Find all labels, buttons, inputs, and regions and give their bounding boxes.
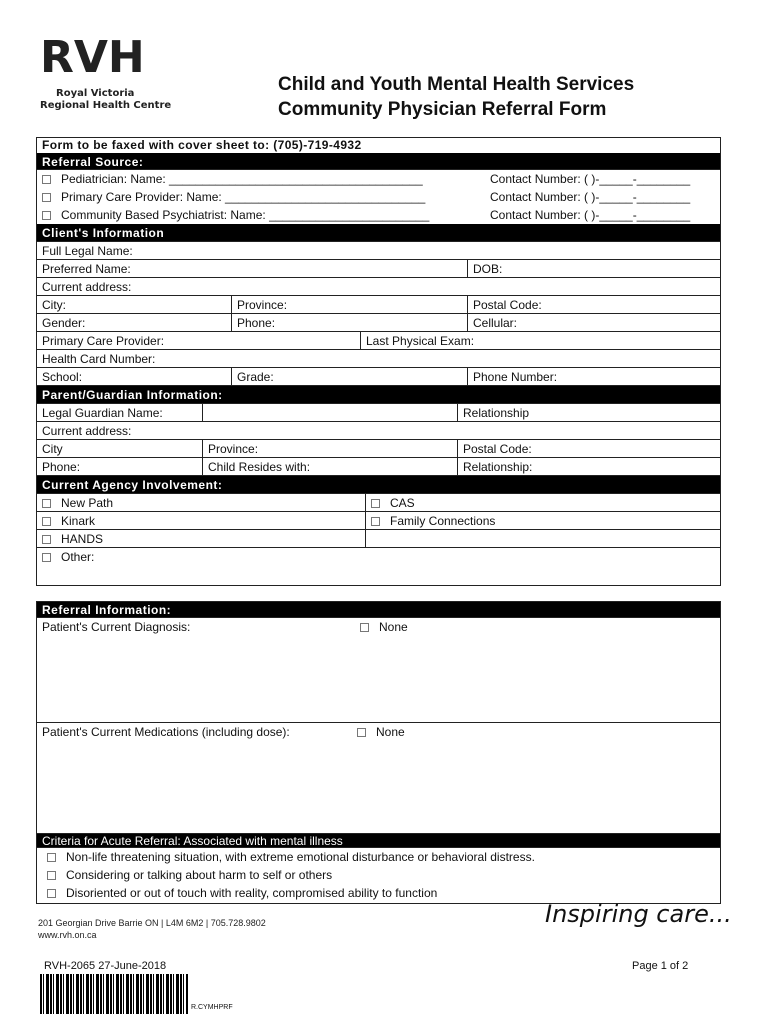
- checkbox-icon[interactable]: [42, 175, 51, 184]
- diagnosis-label: Patient's Current Diagnosis:: [42, 620, 191, 634]
- agency-title: Current Agency Involvement:: [42, 478, 223, 492]
- agency-row-1[interactable]: [37, 494, 720, 512]
- checkbox-icon[interactable]: [42, 193, 51, 202]
- primary-care-row[interactable]: [37, 332, 720, 350]
- diagnosis-box[interactable]: [37, 618, 720, 723]
- referral-info-section: [36, 601, 721, 904]
- checkbox-icon[interactable]: [42, 535, 51, 544]
- guardian-relationship2-field[interactable]: Relationship:: [457, 458, 532, 475]
- footer-website: www.rvh.on.ca: [38, 930, 97, 940]
- guardian-header: [37, 386, 720, 404]
- referral-info-title: Referral Information:: [42, 603, 172, 617]
- logo-line1: Royal Victoria: [56, 88, 135, 99]
- city-row[interactable]: [37, 296, 720, 314]
- primary-care-contact[interactable]: Contact Number: ( )-_____-________: [490, 190, 691, 204]
- checkbox-icon[interactable]: [42, 211, 51, 220]
- agency-other-row[interactable]: [37, 548, 720, 585]
- psychiatrist-contact[interactable]: Contact Number: ( )-_____-________: [490, 208, 691, 222]
- title-line2: Community Physician Referral Form: [278, 99, 607, 120]
- grade-field[interactable]: Grade:: [231, 368, 274, 385]
- logo-line2: Regional Health Centre: [40, 100, 172, 111]
- logo-mark: RVH: [40, 32, 145, 83]
- checkbox-icon[interactable]: [47, 853, 56, 862]
- form-id: RVH-2065 27-June-2018: [44, 960, 167, 972]
- referral-form: [36, 137, 721, 586]
- hands-label: HANDS: [61, 532, 104, 546]
- preferred-name-row[interactable]: [37, 260, 720, 278]
- current-address-field[interactable]: Current address:: [42, 280, 132, 294]
- title-line1: Child and Youth Mental Health Services: [278, 74, 635, 95]
- criteria-title: Criteria for Acute Referral: Associated with mental illness: [42, 834, 343, 848]
- health-card-row[interactable]: [37, 350, 720, 368]
- criteria-header: [37, 834, 720, 848]
- referral-source-pediatrician[interactable]: [37, 170, 720, 188]
- criteria-item-3-label: Disoriented or out of touch with reality, compromised ability to function: [66, 886, 438, 900]
- gender-field[interactable]: Gender:: [42, 316, 86, 330]
- checkbox-icon[interactable]: [357, 728, 366, 737]
- primary-care-label: Primary Care Provider: Name: ______________________________: [61, 190, 426, 204]
- checkbox-icon[interactable]: [360, 623, 369, 632]
- referral-info-header: [37, 602, 720, 618]
- footer-address: 201 Georgian Drive Barrie ON | L4M 6M2 | 705.728.9802: [38, 918, 266, 928]
- agency-row-2[interactable]: [37, 512, 720, 530]
- kinark-label: Kinark: [61, 514, 96, 528]
- barcode-label: R.CYMHPRF: [191, 1004, 233, 1011]
- full-legal-name-row[interactable]: [37, 242, 720, 260]
- guardian-city-row[interactable]: [37, 440, 720, 458]
- guardian-postal-code-field[interactable]: Postal Code:: [457, 440, 532, 457]
- tagline: Inspiring care...: [545, 900, 732, 928]
- criteria-item-1-label: Non-life threatening situation, with extreme emotional disturbance or behavioral distress.: [66, 850, 535, 864]
- cas-label: CAS: [390, 496, 415, 510]
- client-info-header: [37, 224, 720, 242]
- rvh-logo: [40, 32, 180, 112]
- new-path-label: New Path: [61, 496, 114, 510]
- checkbox-icon[interactable]: [371, 517, 380, 526]
- psychiatrist-label: Community Based Psychiatrist: Name: ________________________: [61, 208, 430, 222]
- preferred-name-field[interactable]: Preferred Name:: [42, 262, 131, 276]
- agency-header: [37, 476, 720, 494]
- phone-field[interactable]: Phone:: [231, 314, 275, 331]
- checkbox-icon[interactable]: [42, 553, 51, 562]
- fax-line: Form to be faxed with cover sheet to: (705)-719-4932: [42, 138, 362, 152]
- child-resides-field[interactable]: Child Resides with:: [202, 458, 310, 475]
- family-connections-label: Family Connections: [390, 514, 496, 528]
- checkbox-icon[interactable]: [47, 871, 56, 880]
- guardian-name-input[interactable]: [202, 404, 457, 421]
- city-field[interactable]: City:: [42, 298, 66, 312]
- medications-none-label: None: [376, 725, 405, 739]
- agency-row-3[interactable]: [37, 530, 720, 548]
- province-field[interactable]: Province:: [231, 296, 287, 313]
- other-label: Other:: [61, 550, 95, 564]
- criteria-item-2-label: Considering or talking about harm to self or others: [66, 868, 333, 882]
- gender-row[interactable]: [37, 314, 720, 332]
- pediatrician-contact[interactable]: Contact Number: ( )-_____-________: [490, 172, 691, 186]
- full-legal-name-field[interactable]: Full Legal Name:: [42, 244, 133, 258]
- medications-label: Patient's Current Medications (including dose):: [42, 725, 290, 739]
- agency-empty-cell: [365, 530, 371, 547]
- pediatrician-label: Pediatrician: Name: ______________________________________: [61, 172, 423, 186]
- form-title: [278, 72, 634, 122]
- guardian-phone-field[interactable]: Phone:: [42, 460, 81, 474]
- medications-box[interactable]: [37, 723, 720, 834]
- guardian-relationship-field[interactable]: Relationship: [457, 404, 529, 421]
- referral-source-header: [37, 153, 720, 170]
- diagnosis-none-label: None: [379, 620, 408, 634]
- guardian-address-field[interactable]: Current address:: [42, 424, 132, 438]
- checkbox-icon[interactable]: [42, 499, 51, 508]
- checkbox-icon[interactable]: [42, 517, 51, 526]
- school-row[interactable]: [37, 368, 720, 386]
- criteria-item-2[interactable]: [37, 866, 720, 884]
- criteria-item-1[interactable]: [37, 848, 720, 866]
- guardian-name-label: Legal Guardian Name:: [42, 406, 163, 420]
- checkbox-icon[interactable]: [47, 889, 56, 898]
- guardian-province-field[interactable]: Province:: [202, 440, 258, 457]
- school-phone-field[interactable]: Phone Number:: [467, 368, 557, 385]
- current-address-row[interactable]: [37, 278, 720, 296]
- guardian-title: Parent/Guardian Information:: [42, 388, 223, 402]
- footer-address-block: [38, 917, 266, 941]
- guardian-address-row[interactable]: [37, 422, 720, 440]
- guardian-city-field[interactable]: City: [42, 442, 63, 456]
- guardian-name-row[interactable]: [37, 404, 720, 422]
- barcode-image: [40, 974, 188, 1014]
- referral-source-title: Referral Source:: [42, 155, 144, 169]
- referral-source-primary-care[interactable]: [37, 188, 720, 206]
- page-number: Page 1 of 2: [632, 960, 689, 972]
- fax-line-row: [37, 138, 720, 153]
- referral-source-psychiatrist[interactable]: [37, 206, 720, 224]
- client-info-title: Client's Information: [42, 226, 165, 240]
- health-card-field[interactable]: Health Card Number:: [42, 352, 156, 366]
- checkbox-icon[interactable]: [371, 499, 380, 508]
- postal-code-field[interactable]: Postal Code:: [467, 296, 542, 313]
- last-physical-exam-field[interactable]: Last Physical Exam:: [360, 332, 474, 349]
- school-field[interactable]: School:: [42, 370, 83, 384]
- guardian-phone-row[interactable]: [37, 458, 720, 476]
- dob-field[interactable]: DOB:: [467, 260, 502, 277]
- cellular-field[interactable]: Cellular:: [467, 314, 517, 331]
- primary-care-provider-field[interactable]: Primary Care Provider:: [42, 334, 165, 348]
